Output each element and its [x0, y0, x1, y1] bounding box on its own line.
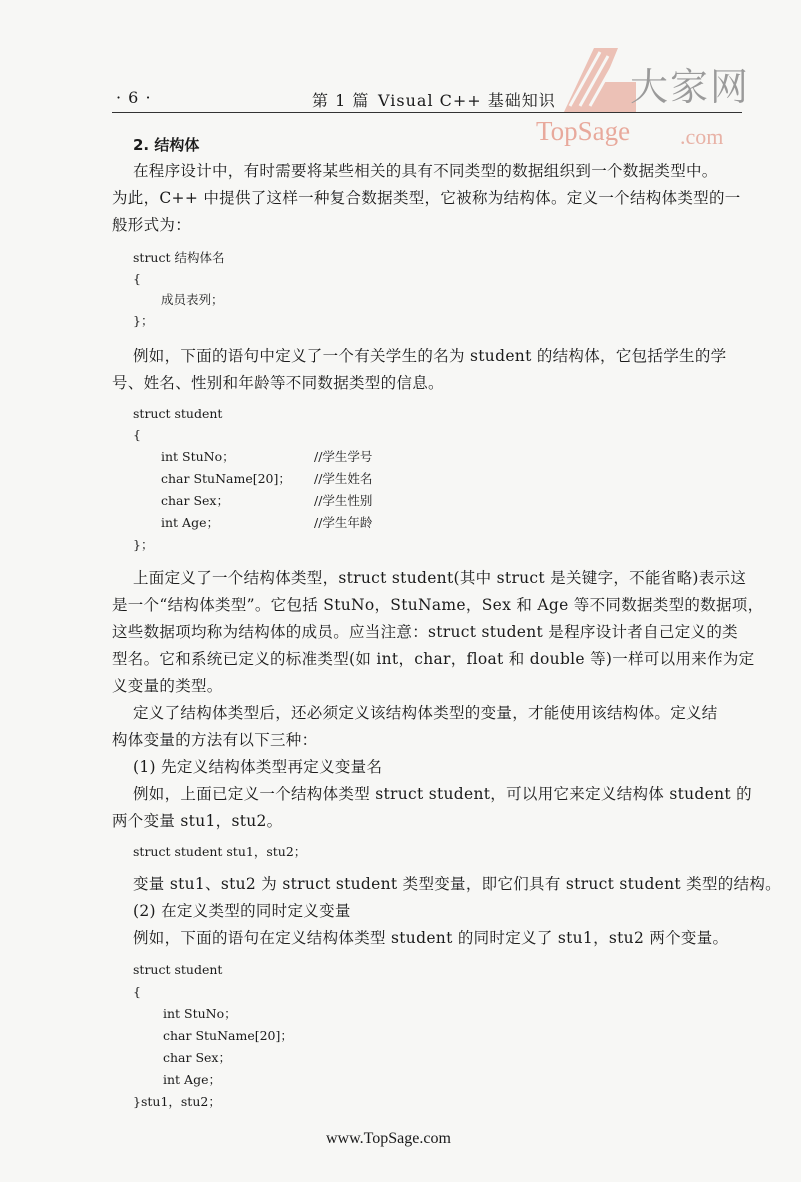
- code-member-decl: char Sex；: [161, 493, 229, 508]
- code-member-comment: //学生姓名: [314, 471, 373, 486]
- code-line: int StuNo；: [163, 1006, 237, 1021]
- watermark-chinese: 大家网: [630, 65, 751, 109]
- paragraph-line: 号、姓名、性别和年龄等不同数据类型的信息。: [112, 374, 444, 392]
- watermark-suffix: .com: [680, 124, 724, 149]
- paragraph-line: 般形式为：: [112, 216, 192, 234]
- paragraph-line: 型名。它和系统已定义的标准类型(如 int，char，float 和 double 等)一样可以用来作为定: [112, 650, 755, 668]
- section-heading: 2. 结构体: [133, 136, 200, 154]
- paragraph-line: 在程序设计中，有时需要将某些相关的具有不同类型的数据组织到一个数据类型中。: [133, 162, 718, 180]
- code-line: int Age；: [163, 1072, 221, 1087]
- code-member-comment: //学生性别: [314, 493, 373, 508]
- paragraph-line: 变量 stu1、stu2 为 struct student 类型变量，即它们具有 struct student 类型的结构。: [133, 875, 781, 893]
- code-member-decl: int Age；: [161, 515, 219, 530]
- code-line: }；: [133, 537, 154, 552]
- running-title: Visual C++ 基础知识: [378, 91, 556, 110]
- code-line: struct student stu1，stu2；: [133, 844, 307, 859]
- code-line: struct student: [133, 962, 223, 977]
- code-member-comment: //学生学号: [314, 449, 373, 464]
- paragraph-line: 两个变量 stu1，stu2。: [112, 812, 283, 830]
- code-line: {: [133, 271, 141, 286]
- paragraph-line: 这些数据项均称为结构体的成员。应当注意：struct student 是程序设计者自己定义的类: [112, 623, 738, 641]
- code-line: }stu1，stu2；: [133, 1094, 221, 1109]
- code-line: struct student: [133, 406, 223, 421]
- code-line: 成员表列；: [161, 292, 224, 307]
- code-line: {: [133, 984, 141, 999]
- paragraph-line: 义变量的类型。: [112, 677, 223, 695]
- paragraph-line: 例如，下面的语句在定义结构体类型 student 的同时定义了 stu1，stu2 两个变量。: [133, 929, 729, 947]
- paragraph-line: 定义了结构体类型后，还必须定义该结构体类型的变量，才能使用该结构体。定义结: [133, 704, 718, 722]
- header-rule: [112, 112, 742, 113]
- paragraph-line: 构体变量的方法有以下三种：: [112, 731, 318, 749]
- paragraph-line: 例如，下面的语句中定义了一个有关学生的名为 student 的结构体，它包括学生的学: [133, 347, 727, 365]
- method-heading: (2) 在定义类型的同时定义变量: [133, 902, 351, 920]
- part-label: 第 1 篇: [312, 91, 370, 110]
- paragraph-line: 为此，C++ 中提供了这样一种复合数据类型，它被称为结构体。定义一个结构体类型的一: [112, 189, 741, 207]
- code-line: struct 结构体名: [133, 250, 225, 265]
- code-member-comment: //学生年龄: [314, 515, 373, 530]
- paragraph-line: 上面定义了一个结构体类型，struct student(其中 struct 是关键字，不能省略)表示这: [133, 569, 747, 587]
- code-line: char Sex；: [163, 1050, 231, 1065]
- code-member-decl: int StuNo；: [161, 449, 235, 464]
- code-line: }；: [133, 313, 154, 328]
- watermark-brand: TopSage: [536, 116, 631, 146]
- page-number: · 6 ·: [116, 88, 152, 107]
- footer-url: www.TopSage.com: [326, 1130, 451, 1147]
- watermark-logo-icon: [560, 42, 640, 114]
- code-member-decl: char StuName[20]；: [161, 471, 291, 486]
- method-heading: (1) 先定义结构体类型再定义变量名: [133, 758, 383, 776]
- code-line: {: [133, 427, 141, 442]
- paragraph-line: 例如，上面已定义一个结构体类型 struct student，可以用它来定义结构体 student 的: [133, 785, 752, 803]
- code-line: char StuName[20]；: [163, 1028, 293, 1043]
- paragraph-line: 是一个“结构体类型”。它包括 StuNo，StuName，Sex 和 Age 等不同数据类型的数据项，: [112, 596, 764, 614]
